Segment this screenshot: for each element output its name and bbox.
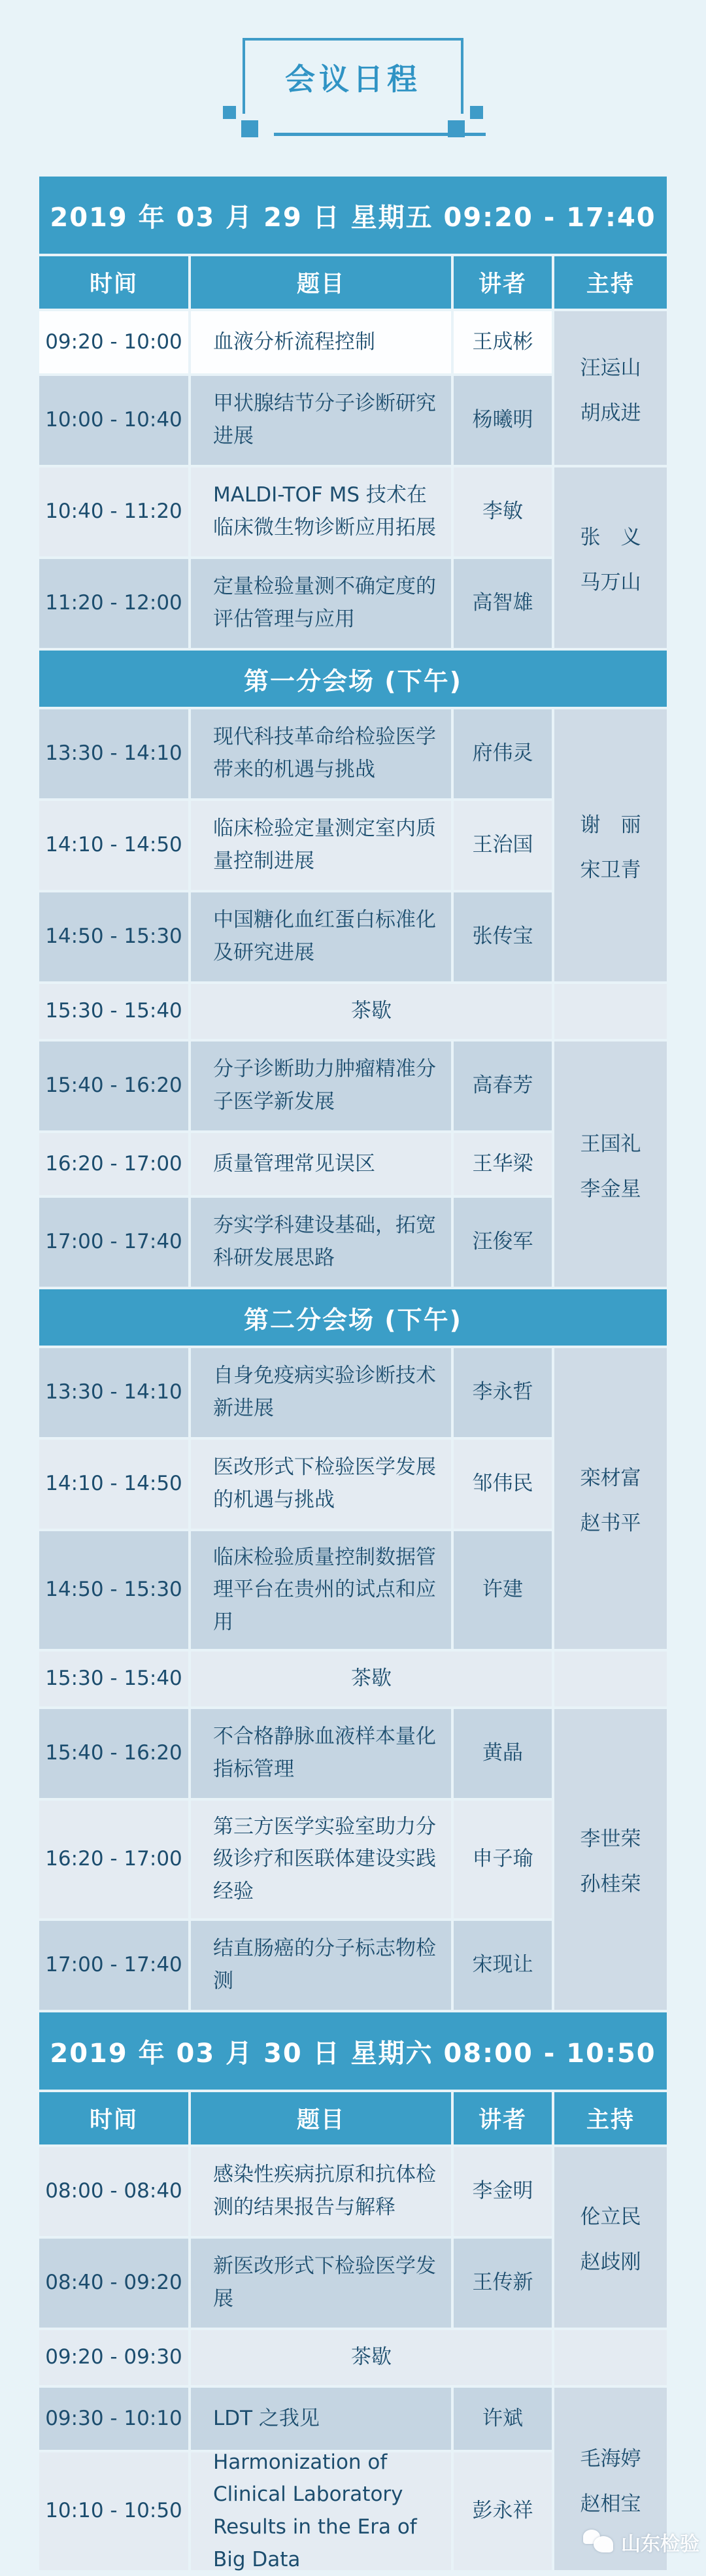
schedule-row	[39, 1133, 552, 1195]
topic-cell: 甲状腺结节分子诊断研究进展	[191, 376, 451, 465]
tea-break-row	[39, 984, 667, 1039]
schedule-row	[39, 376, 552, 465]
column-header-topic: 题目	[191, 2092, 451, 2144]
host-cell	[554, 709, 667, 981]
host-name: 栾材富	[580, 1466, 641, 1490]
schedule-group	[39, 709, 667, 981]
column-header-host: 主持	[554, 2092, 667, 2144]
host-cell	[554, 1348, 667, 1649]
schedule-group	[39, 1709, 667, 2010]
schedule-row	[39, 892, 552, 981]
tea-break-cell: 茶歇	[191, 984, 552, 1039]
column-header-speaker: 讲者	[454, 2092, 552, 2144]
host-cell	[554, 1042, 667, 1287]
topic-cell: 第三方医学实验室助力分级诊疗和医联体建设实践经验	[191, 1801, 451, 1918]
speaker-cell: 彭永祥	[454, 2452, 552, 2570]
speaker-cell: 王成彬	[454, 311, 552, 373]
speaker-cell: 邹伟民	[454, 1440, 552, 1529]
topic-cell: Harmonization of Clinical Laboratory Results in the Era of Big Data	[191, 2452, 451, 2570]
host-name: 赵歧刚	[580, 2250, 641, 2274]
host-name: 李世荣	[580, 1827, 641, 1851]
time-cell: 09:20 - 09:30	[39, 2330, 188, 2385]
schedule-row	[39, 1531, 552, 1649]
speaker-cell: 汪俊军	[454, 1198, 552, 1287]
topic-cell: 血液分析流程控制	[191, 311, 451, 373]
tea-break-cell: 茶歇	[191, 1652, 552, 1706]
title-underline-decoration	[274, 133, 486, 136]
schedule-row	[39, 2147, 552, 2236]
speaker-cell: 黄晶	[454, 1709, 552, 1798]
wechat-icon	[583, 2530, 614, 2554]
title-box-decoration	[470, 106, 483, 119]
schedule-group	[39, 311, 667, 465]
schedule-row	[39, 1440, 552, 1529]
schedule-row	[39, 559, 552, 648]
speaker-cell: 李金明	[454, 2147, 552, 2236]
time-cell: 08:00 - 08:40	[39, 2147, 188, 2236]
host-name: 马万山	[580, 571, 641, 594]
topic-cell: 不合格静脉血液样本量化指标管理	[191, 1709, 451, 1798]
time-cell: 14:10 - 14:50	[39, 801, 188, 890]
topic-cell: MALDI-TOF MS 技术在临床微生物诊断应用拓展	[191, 467, 451, 556]
tea-break-cell: 茶歇	[191, 2330, 552, 2385]
column-header-row	[39, 2092, 667, 2144]
time-cell: 14:50 - 15:30	[39, 892, 188, 981]
time-cell: 10:10 - 10:50	[39, 2452, 188, 2570]
time-cell: 15:40 - 16:20	[39, 1042, 188, 1130]
session-band-2: 第二分会场 (下午)	[39, 1289, 667, 1346]
speaker-cell: 张传宝	[454, 892, 552, 981]
schedule-row	[39, 1801, 552, 1918]
speaker-cell: 李敏	[454, 467, 552, 556]
speaker-cell: 王华梁	[454, 1133, 552, 1195]
time-cell: 08:40 - 09:20	[39, 2239, 188, 2328]
host-name: 赵书平	[580, 1512, 641, 1535]
title-box-decoration	[223, 106, 236, 119]
topic-cell: 现代科技革命给检验医学带来的机遇与挑战	[191, 709, 451, 798]
topic-cell: 自身免疫病实验诊断技术新进展	[191, 1348, 451, 1437]
topic-cell: 医改形式下检验医学发展的机遇与挑战	[191, 1440, 451, 1529]
host-name: 胡成进	[580, 401, 641, 425]
time-cell: 13:30 - 14:10	[39, 1348, 188, 1437]
time-cell: 15:30 - 15:40	[39, 984, 188, 1039]
topic-cell: 结直肠癌的分子标志物检测	[191, 1921, 451, 2010]
schedule-row	[39, 467, 552, 556]
schedule-row	[39, 801, 552, 890]
column-header-row	[39, 256, 667, 309]
tea-break-row	[39, 1652, 667, 1706]
schedule-row	[39, 1198, 552, 1287]
speaker-cell: 高智雄	[454, 559, 552, 648]
schedule-row	[39, 2239, 552, 2328]
topic-cell: 中国糖化血红蛋白标准化及研究进展	[191, 892, 451, 981]
time-cell: 15:40 - 16:20	[39, 1709, 188, 1798]
schedule-group	[39, 2388, 667, 2570]
date-header-day2: 2019 年 03 月 30 日 星期六 08:00 - 10:50	[39, 2012, 667, 2090]
schedule-group	[39, 1348, 667, 1649]
speaker-cell: 李永哲	[454, 1348, 552, 1437]
date-header-day1: 2019 年 03 月 29 日 星期五 09:20 - 17:40	[39, 177, 667, 254]
schedule-row	[39, 2388, 552, 2450]
time-cell: 14:10 - 14:50	[39, 1440, 188, 1529]
time-cell: 15:30 - 15:40	[39, 1652, 188, 1706]
time-cell: 16:20 - 17:00	[39, 1133, 188, 1195]
column-header-topic: 题目	[191, 256, 451, 309]
schedule-row	[39, 2452, 552, 2570]
host-name: 赵相宝	[580, 2492, 641, 2516]
host-name: 宋卫青	[580, 858, 641, 882]
host-cell	[554, 467, 667, 648]
speaker-cell: 许斌	[454, 2388, 552, 2450]
schedule-row	[39, 1709, 552, 1798]
host-name: 伦立民	[580, 2205, 641, 2229]
column-header-speaker: 讲者	[454, 256, 552, 309]
time-cell: 10:40 - 11:20	[39, 467, 188, 556]
host-cell-empty	[554, 984, 667, 1039]
topic-cell: 质量管理常见误区	[191, 1133, 451, 1195]
session-band-1: 第一分会场 (下午)	[39, 651, 667, 707]
host-name: 孙桂荣	[580, 1873, 641, 1896]
topic-cell: 临床检验定量测定室内质量控制进展	[191, 801, 451, 890]
host-cell	[554, 311, 667, 465]
time-cell: 17:00 - 17:40	[39, 1198, 188, 1287]
schedule-row	[39, 1921, 552, 2010]
schedule-group	[39, 2147, 667, 2328]
topic-cell: 临床检验质量控制数据管理平台在贵州的试点和应用	[191, 1531, 451, 1649]
time-cell: 16:20 - 17:00	[39, 1801, 188, 1918]
time-cell: 13:30 - 14:10	[39, 709, 188, 798]
schedule-group	[39, 467, 667, 648]
topic-cell: LDT 之我见	[191, 2388, 451, 2450]
time-cell: 14:50 - 15:30	[39, 1531, 188, 1649]
schedule-row	[39, 709, 552, 798]
topic-cell: 分子诊断助力肿瘤精准分子医学新发展	[191, 1042, 451, 1130]
title-box	[243, 38, 463, 114]
topic-cell: 感染性疾病抗原和抗体检测的结果报告与解释	[191, 2147, 451, 2236]
time-cell: 09:20 - 10:00	[39, 311, 188, 373]
schedule-group	[39, 1042, 667, 1287]
column-header-time: 时间	[39, 256, 188, 309]
page-title: 会议日程	[285, 61, 421, 97]
schedule-row	[39, 1042, 552, 1130]
host-cell	[554, 2147, 667, 2328]
time-cell: 10:00 - 10:40	[39, 376, 188, 465]
watermark-brand: 山东检验	[621, 2533, 699, 2556]
speaker-cell: 王传新	[454, 2239, 552, 2328]
topic-cell: 定量检验量测不确定度的评估管理与应用	[191, 559, 451, 648]
time-cell: 09:30 - 10:10	[39, 2388, 188, 2450]
time-cell: 17:00 - 17:40	[39, 1921, 188, 2010]
schedule-row	[39, 311, 552, 373]
schedule-table	[39, 177, 667, 2570]
speaker-cell: 高春芳	[454, 1042, 552, 1130]
page-header	[0, 0, 706, 114]
host-cell-empty	[554, 2330, 667, 2385]
speaker-cell: 宋现让	[454, 1921, 552, 2010]
column-header-host: 主持	[554, 256, 667, 309]
host-name: 张 义	[580, 526, 641, 549]
speaker-cell: 杨曦明	[454, 376, 552, 465]
host-name: 汪运山	[580, 356, 641, 380]
title-box-decoration	[241, 120, 258, 137]
host-name: 王国礼	[580, 1132, 641, 1156]
host-name: 毛海婷	[580, 2447, 641, 2471]
topic-cell: 新医改形式下检验医学发展	[191, 2239, 451, 2328]
host-name: 谢 丽	[580, 813, 641, 837]
host-cell	[554, 1709, 667, 2010]
speaker-cell: 许建	[454, 1531, 552, 1649]
speaker-cell: 申子瑜	[454, 1801, 552, 1918]
topic-cell: 夯实学科建设基础，拓宽科研发展思路	[191, 1198, 451, 1287]
schedule-row	[39, 1348, 552, 1437]
time-cell: 11:20 - 12:00	[39, 559, 188, 648]
column-header-time: 时间	[39, 2092, 188, 2144]
watermark	[583, 2528, 699, 2556]
speaker-cell: 王治国	[454, 801, 552, 890]
speaker-cell: 府伟灵	[454, 709, 552, 798]
host-name: 李金星	[580, 1177, 641, 1201]
tea-break-row	[39, 2330, 667, 2385]
host-cell-empty	[554, 1652, 667, 1706]
